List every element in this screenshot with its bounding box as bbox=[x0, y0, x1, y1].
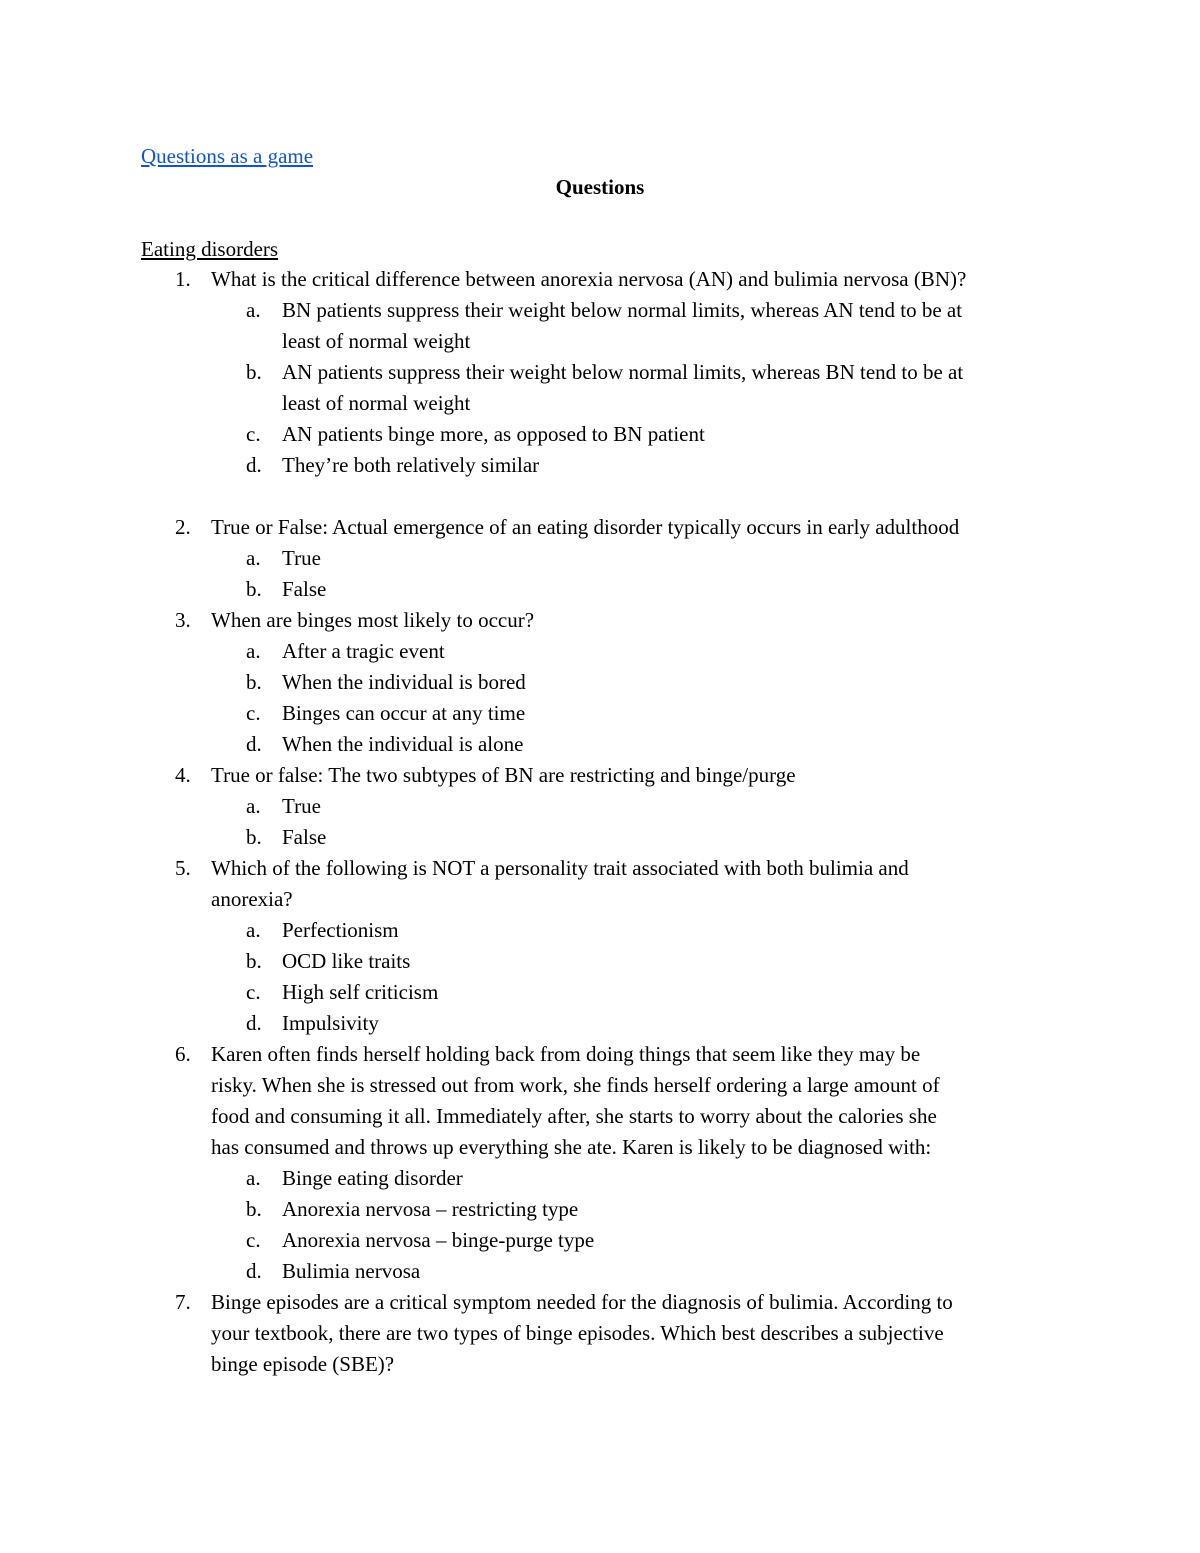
option-letter: a. bbox=[246, 298, 261, 322]
option-letter: d. bbox=[246, 732, 262, 756]
question-number: 1. bbox=[175, 267, 191, 291]
option-text: Binges can occur at any time bbox=[282, 701, 526, 725]
question-text: your textbook, there are two types of binge episodes. Which best describes a subjective bbox=[211, 1321, 944, 1345]
option-text: False bbox=[282, 577, 327, 601]
option-letter: a. bbox=[246, 1166, 261, 1190]
option-text: BN patients suppress their weight below normal limits, whereas AN tend to be at bbox=[282, 298, 963, 322]
option-text: Bulimia nervosa bbox=[282, 1259, 421, 1283]
option-text: OCD like traits bbox=[282, 949, 411, 973]
option-text: When the individual is bored bbox=[282, 670, 526, 694]
option-text: False bbox=[282, 825, 327, 849]
option-letter: b. bbox=[246, 670, 262, 694]
question-text: Which of the following is NOT a personality trait associated with both bulimia and bbox=[211, 856, 909, 880]
page-title: Questions bbox=[555, 175, 645, 199]
question-number: 2. bbox=[175, 515, 191, 539]
option-text: Anorexia nervosa – restricting type bbox=[282, 1197, 579, 1221]
question-text: Binge episodes are a critical symptom needed for the diagnosis of bulimia. According to bbox=[211, 1290, 953, 1314]
question-text: risky. When she is stressed out from work, she finds herself ordering a large amount of bbox=[211, 1073, 940, 1097]
question-text: binge episode (SBE)? bbox=[211, 1352, 395, 1376]
question-number: 4. bbox=[175, 763, 191, 787]
option-text: least of normal weight bbox=[282, 391, 471, 415]
question-text: What is the critical difference between anorexia nervosa (AN) and bulimia nervosa (BN)? bbox=[211, 267, 967, 291]
question-text: True or false: The two subtypes of BN are restricting and binge/purge bbox=[211, 763, 796, 787]
option-letter: d. bbox=[246, 453, 262, 477]
option-text: When the individual is alone bbox=[282, 732, 524, 756]
option-text: AN patients binge more, as opposed to BN patient bbox=[282, 422, 705, 446]
question-number: 7. bbox=[175, 1290, 191, 1314]
option-letter: b. bbox=[246, 577, 262, 601]
option-text: They’re both relatively similar bbox=[282, 453, 540, 477]
question-text: Karen often finds herself holding back from doing things that seem like they may be bbox=[211, 1042, 921, 1066]
option-letter: b. bbox=[246, 949, 262, 973]
option-letter: c. bbox=[246, 980, 261, 1004]
option-letter: b. bbox=[246, 1197, 262, 1221]
option-text: After a tragic event bbox=[282, 639, 445, 663]
option-letter: a. bbox=[246, 794, 261, 818]
question-text: has consumed and throws up everything she ate. Karen is likely to be diagnosed with: bbox=[211, 1135, 932, 1159]
option-text: True bbox=[282, 546, 321, 570]
option-letter: b. bbox=[246, 825, 262, 849]
option-text: AN patients suppress their weight below normal limits, whereas BN tend to be at bbox=[282, 360, 964, 384]
option-text: Binge eating disorder bbox=[282, 1166, 463, 1190]
question-text: True or False: Actual emergence of an eating disorder typically occurs in early adulthood bbox=[211, 515, 960, 539]
option-letter: c. bbox=[246, 1228, 261, 1252]
option-text: Perfectionism bbox=[282, 918, 399, 942]
question-number: 6. bbox=[175, 1042, 191, 1066]
option-letter: c. bbox=[246, 422, 261, 446]
option-text: True bbox=[282, 794, 321, 818]
option-letter: a. bbox=[246, 639, 261, 663]
question-text: When are binges most likely to occur? bbox=[211, 608, 535, 632]
section-heading: Eating disorders bbox=[141, 237, 279, 261]
question-number: 3. bbox=[175, 608, 191, 632]
question-text: food and consuming it all. Immediately after, she starts to worry about the calories she bbox=[211, 1104, 937, 1128]
question-number: 5. bbox=[175, 856, 191, 880]
option-text: Impulsivity bbox=[282, 1011, 379, 1035]
option-letter: d. bbox=[246, 1259, 262, 1283]
option-letter: b. bbox=[246, 360, 262, 384]
option-text: High self criticism bbox=[282, 980, 439, 1004]
option-letter: a. bbox=[246, 918, 261, 942]
option-letter: d. bbox=[246, 1011, 262, 1035]
option-text: Anorexia nervosa – binge-purge type bbox=[282, 1228, 595, 1252]
questions-game-link[interactable]: Questions as a game bbox=[141, 144, 314, 168]
option-letter: c. bbox=[246, 701, 261, 725]
option-letter: a. bbox=[246, 546, 261, 570]
question-text: anorexia? bbox=[211, 887, 293, 911]
option-text: least of normal weight bbox=[282, 329, 471, 353]
